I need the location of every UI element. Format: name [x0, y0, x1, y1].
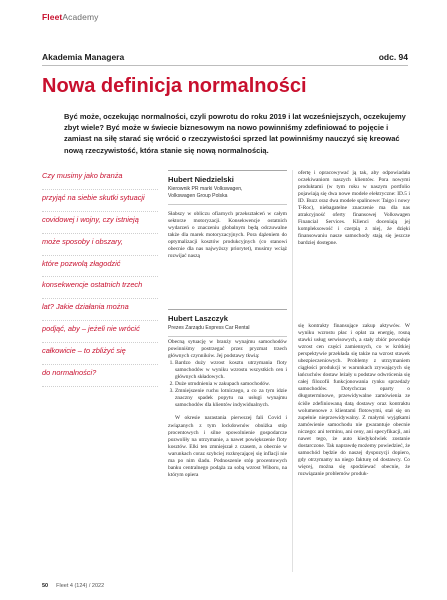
pull-quote-line: covidowej i wojny, czy istnieją	[42, 212, 158, 234]
pull-quote-line: konsekwencje ostatnich trzech	[42, 277, 158, 299]
page-number: 50	[42, 583, 49, 589]
list-item: 2. Duże utrudnienia w zakupach samochodów.	[175, 381, 287, 388]
paragraph: Słabszy w obliczu ofiarnych przekształceń w całym sektorze motoryzacji. Konsekwencje ostatnich wydarzeń o znaczeniu globalnym będą odczuwalne także dla marek motoryzacyjnych. Pora dążeniem do optymalizacji kosztów produkcyjnych (co stanowi obecnie dla nas najwyższy priorytet), musimy wciąż rozwijać naszą	[168, 211, 287, 260]
paragraph: Obecną sytuację w branży wynajmu samochodów powinniśmy postrzegać przez pryzmat trzech głównych czynników. Jej podstawy tkwią:	[168, 339, 287, 360]
brand-logo-part1: Fleet	[42, 12, 63, 22]
pull-quote-line: które pozwolą złagodzić	[42, 256, 158, 278]
column-b-bottom-text	[298, 323, 410, 478]
pull-quote-line: całkowicie – to zbliżyć się	[42, 343, 158, 365]
column-divider	[292, 170, 293, 572]
brand-logo	[42, 12, 98, 22]
author-bio-niedzielski	[168, 170, 287, 205]
bio-top-rule	[168, 170, 287, 171]
bio-bottom-rule	[168, 204, 287, 205]
article-lead: Być może, oczekując normalności, czyli powrotu do roku 2019 i lat wcześniejszych, oczekujemy zbyt wiele? Być może w świecie biznesowym na nowo powinniśmy zdefiniować to pojęcie i zamiast na siłę starać się wrócić o rzeczywistości sprzed lat powinniśmy nauczyć się kreować nową rzeczywistość, która stanie się nową normalnością.	[64, 112, 406, 155]
numbered-list	[168, 360, 287, 409]
pull-quote-line: lat? Jakie działania można	[42, 299, 158, 321]
pull-quote-line: podjąć, aby – jeżeli nie wrócić	[42, 321, 158, 343]
pull-quote	[42, 168, 158, 387]
episode-number: odc. 94	[378, 52, 408, 62]
pull-quote-line: Czy musimy jako branża	[42, 168, 158, 190]
author-name: Hubert Laszczyk	[168, 314, 228, 323]
pull-quote-line: do normalności?	[42, 365, 158, 387]
pull-quote-line: może sposoby i obszary,	[42, 234, 158, 256]
author-role	[168, 186, 287, 200]
list-item: 3. Zmniejszenie ruchu lotniczego, a co za tym idzie znaczny spadek popytu na usługi wynajmu samochodów dla klientów indywidualnych.	[175, 388, 287, 409]
author-role	[168, 325, 287, 332]
paragraph: się kontrakty finansujące zakup aktywów. W wyniku wzrostu płac i opłat za energię, rosną stawki usług serwisowych, a stały zbiór powoduje wzrost cen części zamiennych, co w krótkiej perspektywie przekłada się także na wzrost stawek ubezpieczeniowych. Problemy z utrzymaniem ciągłości produkcji w warunkach zrywających się łańcuchów dostaw leżały u podstaw odwrócenia się całej filozofii funkcjonowania rynku sprzedaży samochodów. Dotychczas oparty o długoterminowe, przewidywalne zamówienia ze ściśle zdefiniowaną datą dostawy oraz kontraktu wolumenowe z klientami flotowymi, stał się on zupełnie nieprzewidywalny. Z małymi wyjątkami zamówienie samochodu nie gwarantuje obecnie niczego: ani terminu, ani ceny, ani specyfikacji, ani nawet tego, że auto kiedykolwiek zostanie dostarczone. Tak naprawdę możemy powiedzieć, że samochód będzie do naszej dyspozycji dopiero, gdy otrzymamy na niego fakturę od dostawcy. Co więcej, można się spodziewać obecnie, że rozwiązanie problemów produk-	[298, 323, 410, 477]
bio-bottom-rule	[168, 336, 287, 337]
paragraph: ofertę i opracowywać ją tak, aby odpowiadała oczekiwaniom naszych klientów. Pora nowymi produktami (w tym roku w naszym portfolio pojawiają się dwa nowe modele elektryczne: ID.5 i ID. Buzz oraz dwa modele spalinowe: Taigo i nowy T-Roc), niebagatelne znaczenie ma dla nas atrakcyjność oferty finansowej Volkswagen Financial Services. Klienci doceniają jej kompleksowość i czerpią z niej, że dzięki finansowaniu nasze samochody stają się jeszcze bardziej dostępne.	[298, 170, 410, 247]
column-b-top-text	[298, 170, 410, 248]
issue-info: Fleet 4 (124) / 2022	[56, 583, 105, 589]
section-header	[42, 52, 408, 66]
author-name: Hubert Niedzielski	[168, 175, 234, 184]
article-title: Nowa definicja normalności	[42, 75, 307, 97]
author-role-line: Prezes Zarządu Express Car Rental	[168, 325, 250, 331]
author-role-line: Volkswagen Group Polska	[168, 193, 228, 200]
section-name: Akademia Managera	[42, 52, 125, 62]
paragraph: W okresie narastania pierwszej fali Covid i związanych z tym lockdownów obniżka stóp procentowych i silne spowolnienie gospodarcze pozwoliły na utrzymanie, a nawet powiększenie floty kosztów. Elki ten zmniejszał z czasem, a obecnie w warunkach coraz szybciej rozkręcającej się inflacji nie ma po nim śladu. Podnoszenie stóp procentowych banku centralnego podąża za sobą wzrost Wiboru, na którym opiera	[168, 415, 287, 478]
column-a-top-text	[168, 211, 287, 260]
column-a-bottom-text	[168, 339, 287, 479]
list-item: 1. Bardzo duży wzrost kosztu utrzymania floty samochodów w wyniku wzrostu wszystkich cen i głównych składowych.	[175, 360, 287, 381]
author-role-line: Kierownik PR marki Volkswagen,	[168, 186, 243, 192]
author-bio-laszczyk	[168, 309, 287, 337]
bio-top-rule	[168, 309, 287, 310]
pull-quote-line: przyjąć na siebie skutki sytuacji	[42, 190, 158, 212]
page-footer	[42, 583, 104, 589]
brand-logo-part2: Academy	[62, 12, 99, 22]
